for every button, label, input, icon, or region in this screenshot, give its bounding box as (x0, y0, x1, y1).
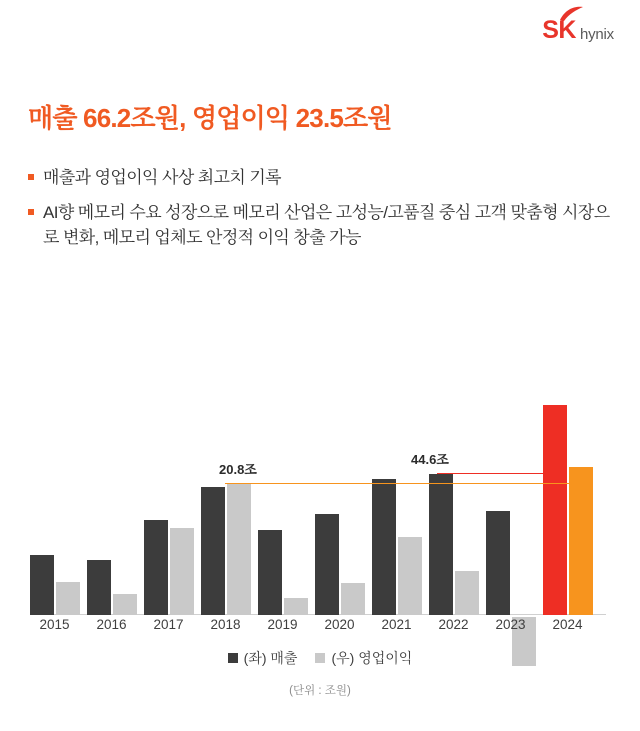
x-axis-label-2020: 2020 (324, 617, 355, 632)
bar-operating-profit-2020 (341, 583, 365, 615)
bar-group-2015 (26, 345, 83, 615)
bar-operating-profit-2016 (113, 594, 137, 615)
bar-group-2022 (425, 345, 482, 615)
sk-hynix-logo (542, 18, 614, 43)
unit-note: (단위 : 조원) (289, 685, 351, 697)
bar-group-2021 (368, 345, 425, 615)
bar-operating-profit-2019 (284, 598, 308, 615)
bar-group-2019 (254, 345, 311, 615)
bar-group-2018 (197, 345, 254, 615)
bar-revenue-2023 (486, 511, 510, 615)
bar-revenue-2019 (258, 530, 282, 615)
x-axis-label-2023: 2023 (495, 617, 526, 632)
legend-label: (좌) 매출 (243, 650, 298, 666)
legend-item-revenue (228, 648, 298, 668)
x-axis-label-2021: 2021 (381, 617, 412, 632)
chart-legend (0, 648, 640, 668)
bar-operating-profit-2021 (398, 537, 422, 615)
bar-operating-profit-2017 (170, 528, 194, 615)
bar-chart (0, 345, 640, 731)
callout-label-operating-profit: 20.8조 (219, 461, 257, 477)
bar-group-2024 (539, 345, 596, 615)
bar-group-2020 (311, 345, 368, 615)
list-item (28, 200, 613, 251)
x-axis-label-2018: 2018 (210, 617, 241, 632)
callout-line-revenue (437, 473, 567, 474)
x-axis-label-2024: 2024 (552, 617, 583, 632)
x-axis-label-2017: 2017 (153, 617, 184, 632)
legend-item-operating-profit (315, 648, 412, 668)
callout-label-revenue: 44.6조 (411, 451, 449, 467)
x-axis-label-2015: 2015 (39, 617, 70, 632)
bullet-text: AI향 메모리 수요 성장으로 메모리 산업은 고성능/고품질 중심 고객 맞춤형 시장으로 변화, 메모리 업체도 안정적 이익 창출 가능 (43, 202, 610, 247)
x-axis-labels (20, 617, 620, 637)
callout-line-operating-profit (225, 483, 585, 484)
bar-revenue-2015 (30, 555, 54, 615)
bullet-marker-icon (28, 174, 34, 180)
legend-swatch-icon (315, 653, 325, 663)
bar-group-2023 (482, 345, 539, 615)
bar-revenue-2024 (543, 405, 567, 615)
bar-group-2017 (140, 345, 197, 615)
x-axis-label-2016: 2016 (96, 617, 127, 632)
bar-revenue-2018 (201, 487, 225, 615)
x-axis-label-2022: 2022 (438, 617, 469, 632)
bar-operating-profit-2024 (569, 467, 593, 615)
legend-label: (우) 영업이익 (331, 650, 413, 666)
logo-swoosh-icon (558, 6, 584, 22)
bar-revenue-2022 (429, 474, 453, 615)
bar-revenue-2021 (372, 479, 396, 615)
logo-hynix-text: hynix (579, 26, 614, 43)
bar-group-2016 (83, 345, 140, 615)
legend-swatch-icon (228, 653, 238, 663)
logo-sk-text: SK (542, 16, 576, 44)
bullet-list (28, 165, 613, 260)
bar-revenue-2020 (315, 514, 339, 615)
list-item (28, 165, 613, 191)
bullet-text: 매출과 영업이익 사상 최고치 기록 (43, 168, 282, 187)
page-title: 매출 66.2조원, 영업이익 23.5조원 (28, 103, 392, 133)
bar-revenue-2016 (87, 560, 111, 615)
chart-plot-area (20, 345, 620, 615)
bar-revenue-2017 (144, 520, 168, 615)
x-axis-label-2019: 2019 (267, 617, 298, 632)
bullet-marker-icon (28, 209, 34, 215)
bar-operating-profit-2022 (455, 571, 479, 615)
bar-operating-profit-2015 (56, 582, 80, 615)
bar-operating-profit-2018 (227, 484, 251, 615)
